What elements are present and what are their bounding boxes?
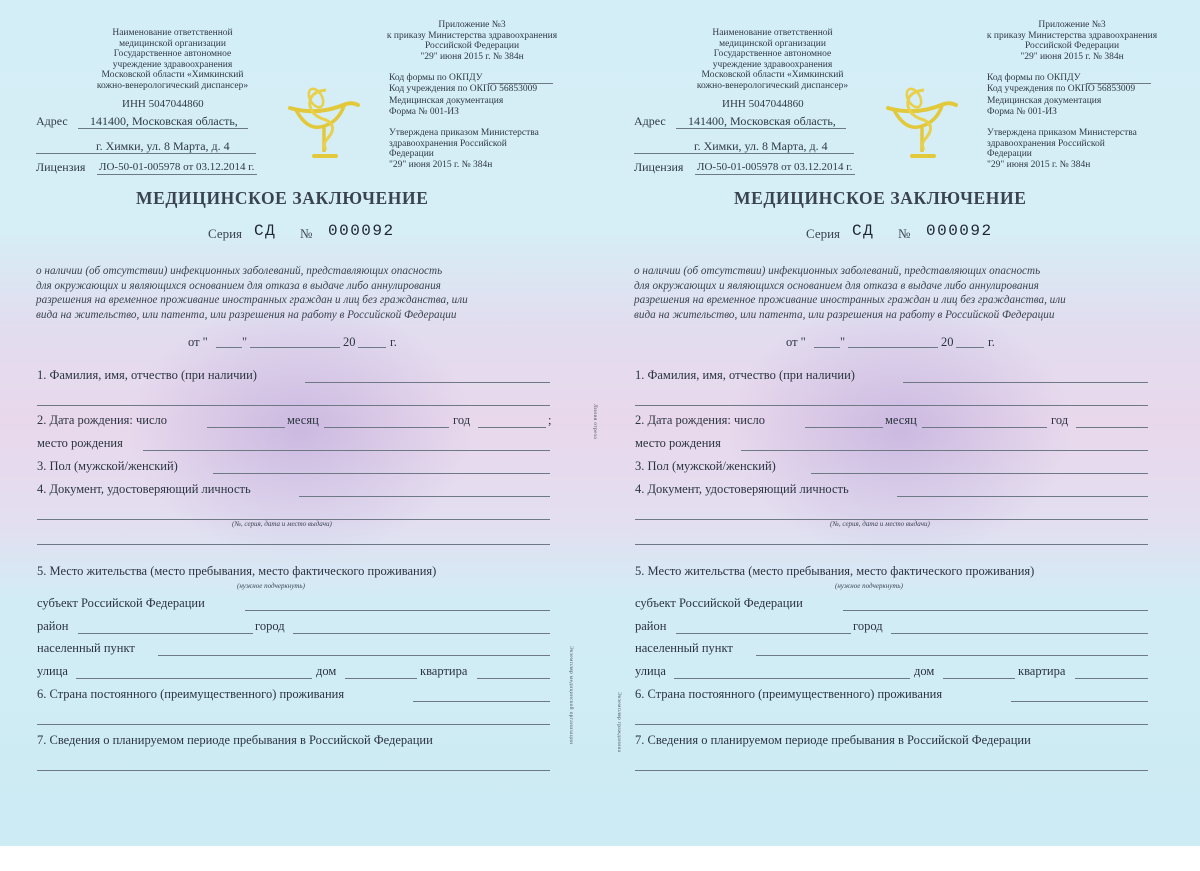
okpdu-label: Код формы по ОКПДУ	[389, 73, 483, 83]
date-ot: от "	[188, 335, 208, 349]
field-city: город	[853, 619, 883, 633]
field-settlement: населенный пункт	[635, 641, 733, 655]
field-dob-month: месяц	[885, 413, 917, 427]
number-value: 000092	[328, 222, 395, 240]
field-dob-month: месяц	[287, 413, 319, 427]
bowl-of-hygieia-emblem	[286, 82, 366, 164]
field-country: 6. Страна постоянного (преимущественного) проживания	[37, 687, 345, 701]
appendix-block: Приложение №3 к приказу Министерства здравоохранения Российской Федерации "29" июня 2015 г. № 384н	[386, 20, 558, 62]
date-year: 20	[941, 335, 954, 349]
field-country: 6. Страна постоянного (преимущественного) проживания	[635, 687, 943, 701]
field-street: улица	[37, 664, 68, 678]
field-period: 7. Сведения о планируемом периоде пребывания в Российской Федерации	[635, 733, 1031, 747]
address-line2: г. Химки, ул. 8 Марта, д. 4	[694, 139, 828, 153]
appendix-block: Приложение №3 к приказу Министерства здравоохранения Российской Федерации "29" июня 2015 г. № 384н	[986, 20, 1158, 62]
field-fio: 1. Фамилия, имя, отчество (при наличии)	[37, 368, 257, 382]
page-bottom-margin	[0, 846, 1200, 871]
address-label: Адрес	[36, 114, 68, 128]
field-street: улица	[635, 664, 666, 678]
seria-label: Серия	[208, 226, 243, 241]
document-hint: (№, серия, дата и место выдачи)	[830, 520, 930, 528]
number-label: №	[898, 226, 911, 241]
field-birthplace: место рождения	[635, 436, 721, 450]
field-house: дом	[914, 664, 935, 678]
approved-block: Утверждена приказом Министерства здравоохранения Российской Федерации "29" июня 2015 г. № 384н	[987, 128, 1137, 170]
field-city: город	[255, 619, 285, 633]
org-name-block: Наименование ответственной медицинской организации Государственное автономное учреждение здравоохранения Московской области «Химкинский кожно-венерологический диспансер»	[696, 28, 849, 91]
document-title: МЕДИЦИНСКОЕ ЗАКЛЮЧЕНИЕ	[734, 188, 1027, 208]
org-copy-note: Экземпляр медицинской организации	[568, 646, 574, 745]
org-name-block: Наименование ответственной медицинской организации Государственное автономное учреждение здравоохранения Московской области «Химкинский кожно-венерологический диспансер»	[96, 28, 249, 91]
license-value: ЛО-50-01-005978 от 03.12.2014 г.	[697, 161, 853, 173]
form-number: Форма № 001-ИЗ	[389, 107, 459, 117]
document-sheet-right	[600, 0, 1200, 846]
date-g: г.	[390, 335, 397, 349]
address-line2: г. Химки, ул. 8 Марта, д. 4	[96, 139, 230, 153]
okpdu-label: Код формы по ОКПДУ	[987, 73, 1081, 83]
field-dob: 2. Дата рождения: число	[635, 413, 766, 427]
approved-block: Утверждена приказом Министерства здравоохранения Российской Федерации "29" июня 2015 г. № 384н	[389, 128, 539, 170]
number-value: 000092	[926, 222, 993, 240]
field-document: 4. Документ, удостоверяющий личность	[37, 482, 251, 496]
date-g: г.	[988, 335, 995, 349]
bowl-of-hygieia-emblem	[884, 82, 964, 164]
seria-label: Серия	[806, 226, 841, 241]
field-residence: 5. Место жительства (место пребывания, место фактического проживания)	[37, 564, 437, 578]
field-district: район	[635, 619, 667, 633]
document-sheet-left	[0, 0, 600, 846]
license-label: Лицензия	[36, 160, 86, 174]
number-label: №	[300, 226, 313, 241]
field-period: 7. Сведения о планируемом периоде пребывания в Российской Федерации	[37, 733, 433, 747]
field-house: дом	[316, 664, 337, 678]
field-subject: субъект Российской Федерации	[635, 596, 803, 610]
field-dob-year: год	[453, 413, 471, 427]
field-subject: субъект Российской Федерации	[37, 596, 205, 610]
purpose-text: о наличии (об отсутствии) инфекционных заболеваний, представляющих опасность для окружающих и являющихся основанием для отказа в выдаче либо аннулирования разрешения на временное проживание иностранных граждан и лиц без гражданства, или вида на жительство, или патента, или разрешения на работу в Российской Федерации	[36, 265, 468, 321]
seria-value: СД	[254, 222, 277, 240]
field-dob: 2. Дата рождения: число	[37, 413, 168, 427]
field-dob-year: год	[1051, 413, 1069, 427]
address-line1: 141400, Московская область,	[90, 114, 238, 128]
field-settlement: населенный пункт	[37, 641, 135, 655]
form-number: Форма № 001-ИЗ	[987, 107, 1057, 117]
address-label: Адрес	[634, 114, 666, 128]
date-year: 20	[343, 335, 356, 349]
med-doc-label: Медицинская документация	[389, 96, 504, 106]
residence-hint: (нужное подчеркнуть)	[237, 582, 305, 590]
field-district: район	[37, 619, 69, 633]
field-fio: 1. Фамилия, имя, отчество (при наличии)	[635, 368, 855, 382]
field-apartment: квартира	[420, 664, 468, 678]
residence-hint: (нужное подчеркнуть)	[835, 582, 903, 590]
purpose-text: о наличии (об отсутствии) инфекционных заболеваний, представляющих опасность для окружающих и являющихся основанием для отказа в выдаче либо аннулирования разрешения на временное проживание иностранных граждан и лиц без гражданства, или вида на жительство, или патента, или разрешения на работу в Российской Федерации	[634, 265, 1066, 321]
med-doc-label: Медицинская документация	[987, 96, 1102, 106]
okpo-label: Код учреждения по ОКПО 56853009	[987, 84, 1136, 94]
field-document: 4. Документ, удостоверяющий личность	[635, 482, 849, 496]
cut-line-note: Линия отреза	[592, 404, 598, 440]
field-birthplace: место рождения	[37, 436, 123, 450]
license-value: ЛО-50-01-005978 от 03.12.2014 г.	[99, 161, 255, 173]
field-sex: 3. Пол (мужской/женский)	[37, 459, 178, 473]
dob-semicolon: ;	[548, 413, 552, 427]
field-apartment: квартира	[1018, 664, 1066, 678]
date-quote-close: "	[840, 335, 846, 349]
license-label: Лицензия	[634, 160, 684, 174]
date-ot: от "	[786, 335, 806, 349]
address-line1: 141400, Московская область,	[688, 114, 836, 128]
okpo-label: Код учреждения по ОКПО 56853009	[389, 84, 538, 94]
document-title: МЕДИЦИНСКОЕ ЗАКЛЮЧЕНИЕ	[136, 188, 429, 208]
citizen-copy-note: Экземпляр гражданина	[616, 692, 622, 753]
seria-value: СД	[852, 222, 875, 240]
date-quote-close: "	[242, 335, 248, 349]
inn: ИНН 5047044860	[722, 98, 804, 110]
inn: ИНН 5047044860	[122, 98, 204, 110]
field-sex: 3. Пол (мужской/женский)	[635, 459, 776, 473]
document-hint: (№, серия, дата и место выдачи)	[232, 520, 332, 528]
field-residence: 5. Место жительства (место пребывания, место фактического проживания)	[635, 564, 1035, 578]
